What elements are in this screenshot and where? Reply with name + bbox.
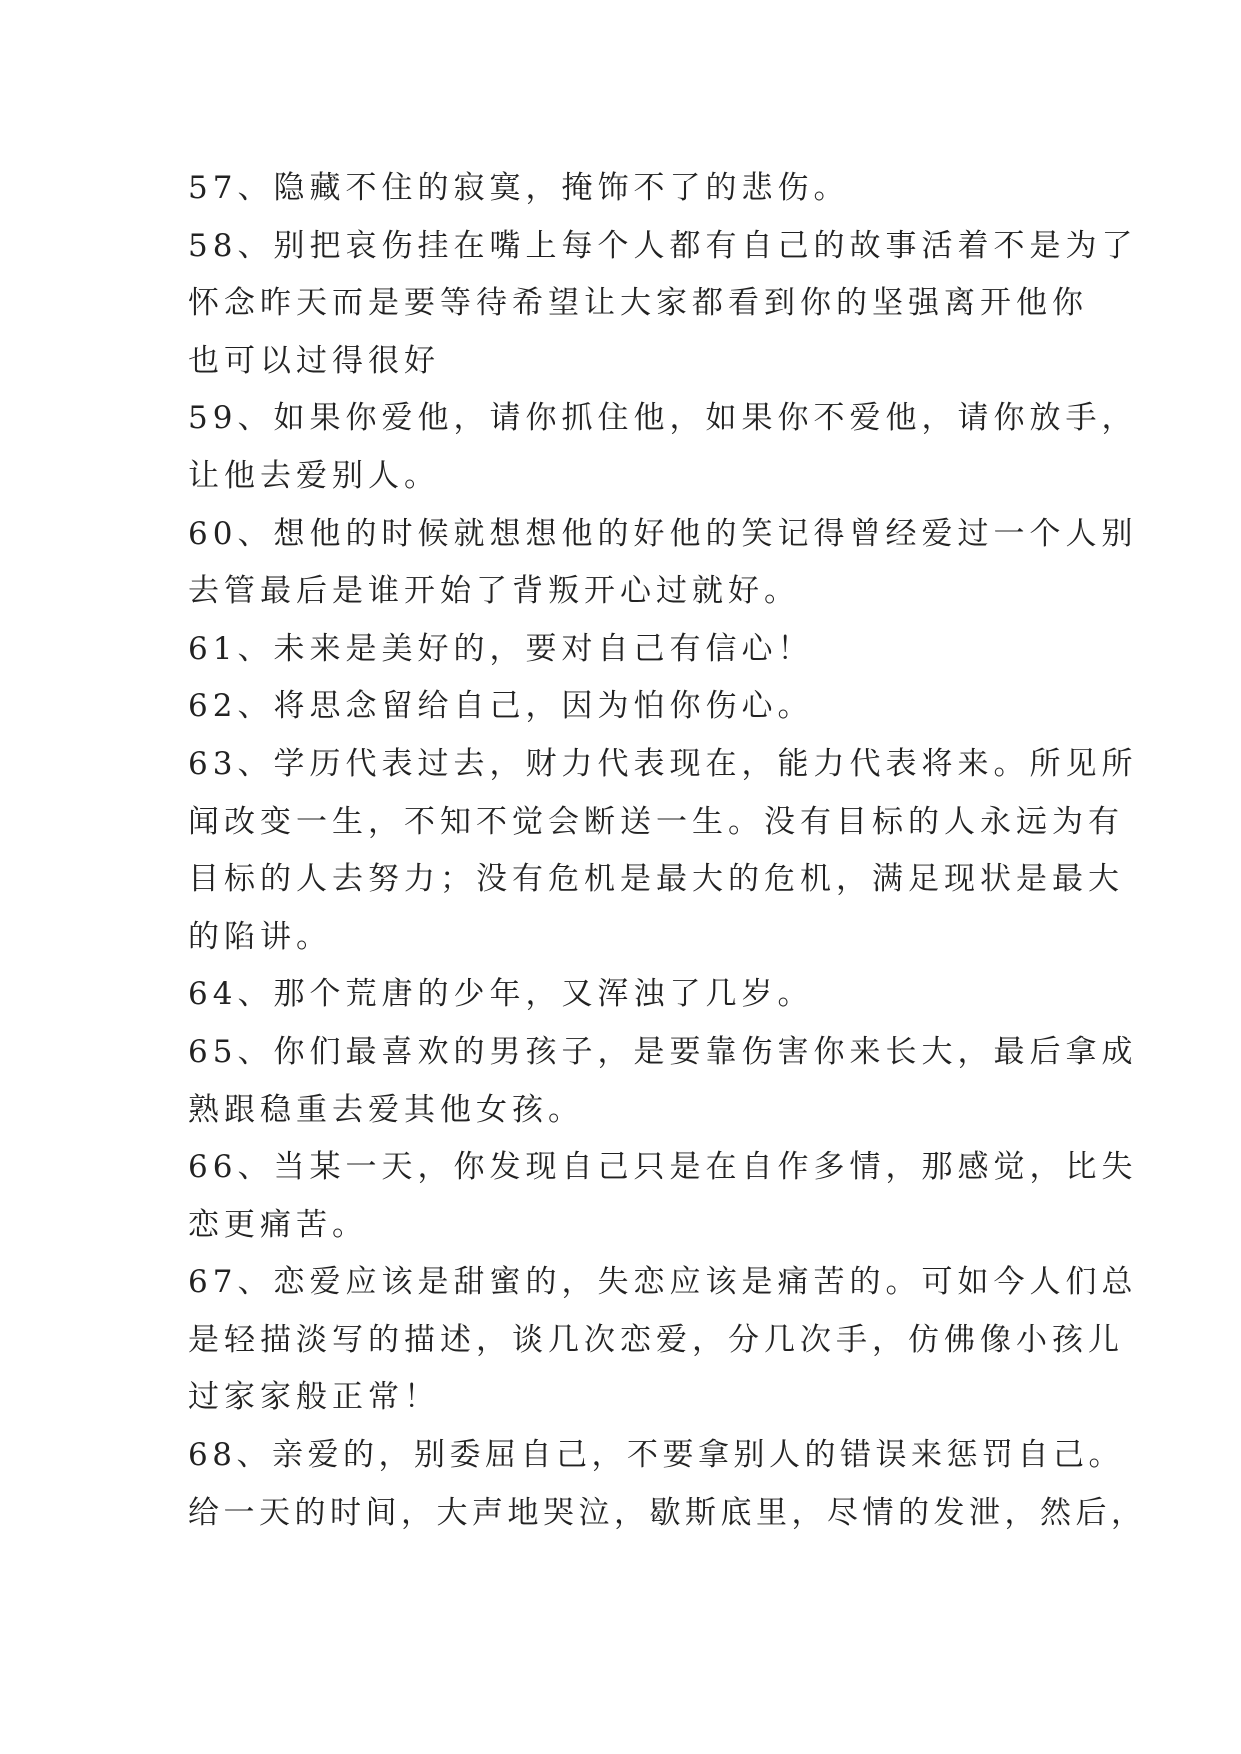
text-line: 的陷讲。 [188, 918, 332, 955]
text-line: 59、如果你爱他，请你抓住他，如果你不爱他，请你放手， [188, 400, 1138, 437]
text-line: 去管最后是谁开始了背叛开心过就好。 [188, 573, 800, 610]
text-line: 67、恋爱应该是甜蜜的，失恋应该是痛苦的。可如今人们总 [188, 1264, 1138, 1301]
text-line: 60、想他的时候就想想他的好他的笑记得曾经爱过一个人别 [188, 515, 1138, 552]
text-line: 过家家般正常！ [188, 1379, 440, 1416]
text-line: 64、那个荒唐的少年，又浑浊了几岁。 [188, 976, 814, 1013]
text-line: 57、隐藏不住的寂寞，掩饰不了的悲伤。 [188, 170, 850, 206]
text-line: 熟跟稳重去爱其他女孩。 [188, 1091, 584, 1128]
text-line: 让他去爱别人。 [188, 457, 440, 494]
text-line: 给一天的时间，大声地哭泣，歇斯底里，尽情的发泄，然后， [188, 1494, 1147, 1531]
text-line: 目标的人去努力；没有危机是最大的危机，满足现状是最大 [188, 861, 1124, 898]
text-line: 63、学历代表过去，财力代表现在，能力代表将来。所见所 [188, 745, 1138, 782]
text-line: 65、你们最喜欢的男孩子，是要靠伤害你来长大，最后拿成 [188, 1033, 1138, 1070]
text-line: 也可以过得很好 [188, 342, 440, 379]
text-line: 62、将思念留给自己，因为怕你伤心。 [188, 688, 814, 725]
text-line: 闻改变一生，不知不觉会断送一生。没有目标的人永远为有 [188, 803, 1124, 840]
text-line: 61、未来是美好的，要对自己有信心！ [188, 630, 814, 667]
text-line: 恋更痛苦。 [188, 1206, 368, 1243]
text-line: 是轻描淡写的描述，谈几次恋爱，分几次手，仿佛像小孩儿 [188, 1321, 1124, 1358]
text-line: 58、别把哀伤挂在嘴上每个人都有自己的故事活着不是为了 [188, 227, 1138, 264]
document-body [188, 160, 1147, 1542]
text-line: 68、亲爱的，别委屈自己，不要拿别人的错误来惩罚自己。 [188, 1437, 1124, 1474]
text-line: 怀念昨天而是要等待希望让大家都看到你的坚强离开他你 [188, 285, 1088, 322]
text-line: 66、当某一天，你发现自己只是在自作多情，那感觉，比失 [188, 1149, 1138, 1186]
